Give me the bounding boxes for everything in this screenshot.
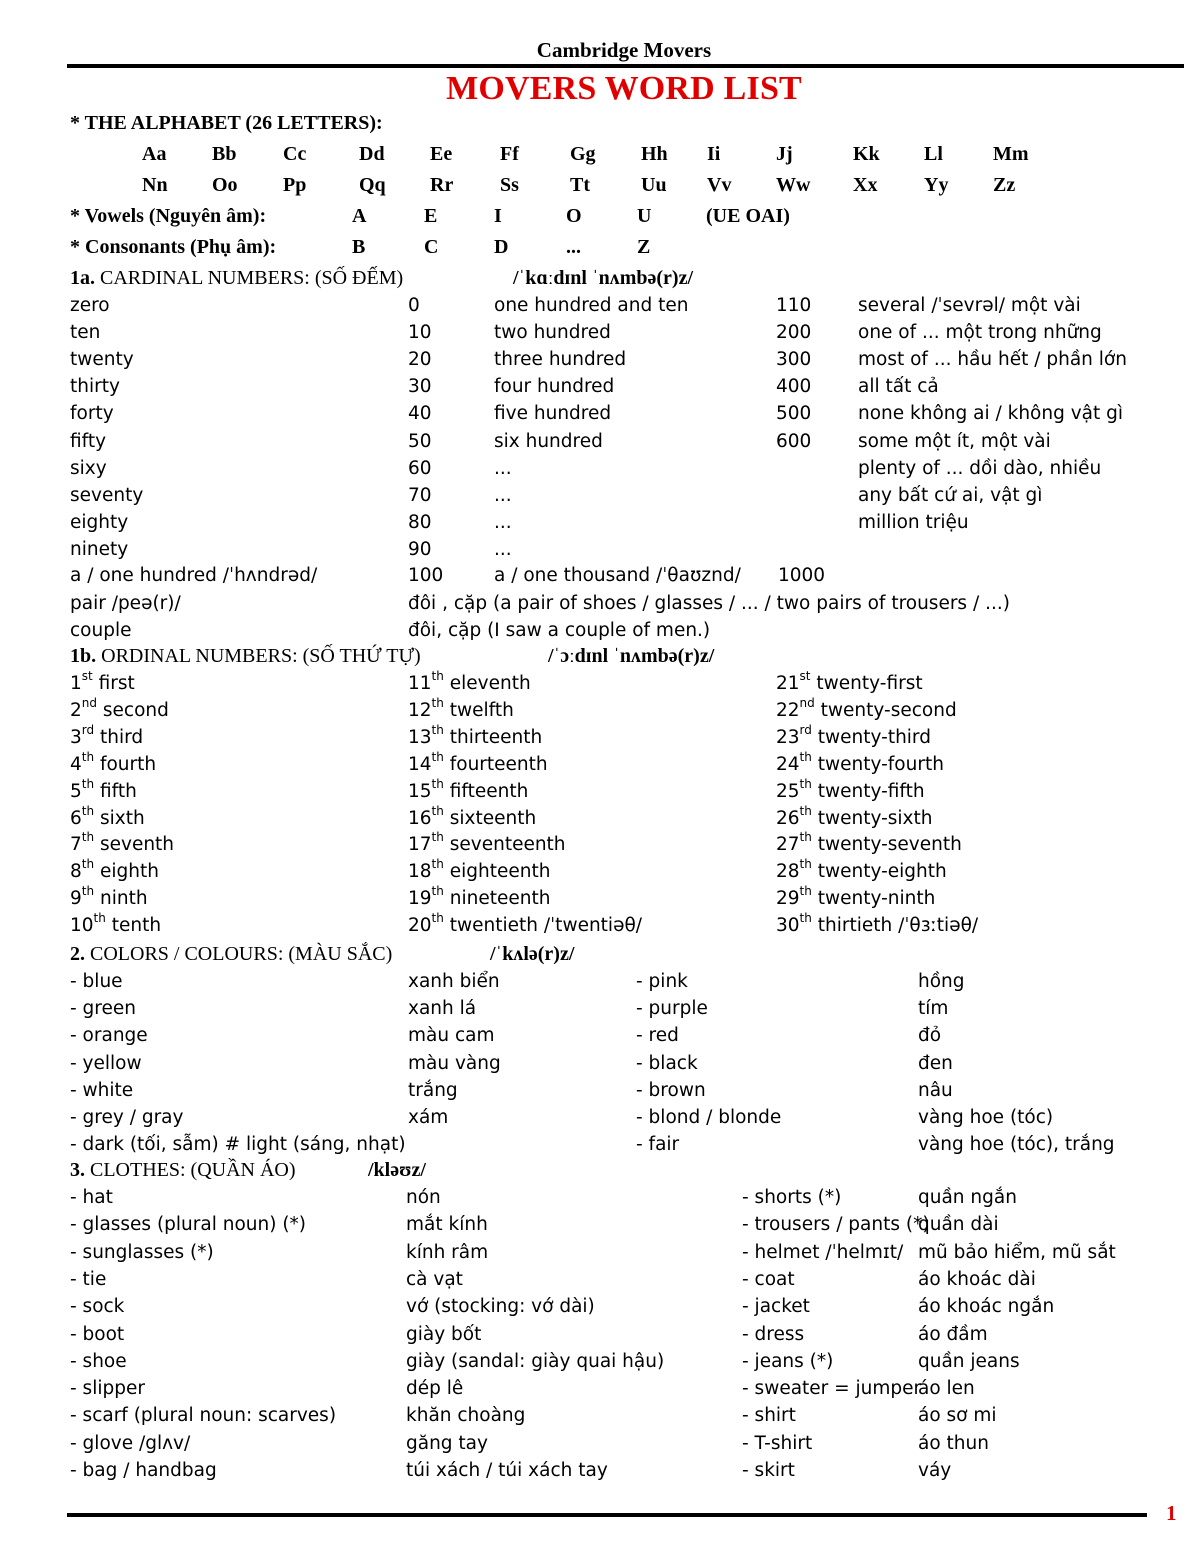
ordinal-item: 30th thirtieth /ˈθɜːtiəθ/ [776, 911, 979, 937]
ordinal-item: 1st first [70, 669, 135, 694]
vowel-letter: A [352, 205, 367, 227]
ordinal-suffix: th [799, 803, 812, 818]
clothes-meaning: kính râm [406, 1241, 489, 1263]
colors-heading [70, 941, 392, 968]
color-meaning: màu vàng [408, 1052, 501, 1074]
clothes-word: - glasses (plural noun) (*) [70, 1214, 307, 1236]
clothes-word: - boot [70, 1323, 125, 1345]
color-meaning: vàng hoe (tóc), trắng [918, 1134, 1115, 1156]
alphabet-letter: Zz [993, 174, 1016, 196]
cardinal-word: ... [494, 484, 512, 506]
cardinal-number: 1000 [778, 565, 826, 586]
ordinal-suffix: th [93, 911, 106, 926]
cardinal-number: 0 [408, 295, 420, 316]
cardinal-word: ten [70, 322, 101, 344]
clothes-meaning: dép lê [406, 1378, 464, 1400]
cardinal-number: 200 [776, 322, 812, 344]
cardinal-thousand: a / one thousand /ˈθaʊznd/ [494, 565, 741, 586]
alphabet-letter: Ww [776, 174, 811, 196]
ordinal-suffix: th [81, 776, 95, 791]
clothes-word: - trousers / pants (*) [742, 1214, 930, 1236]
ordinal-suffix: th [799, 857, 812, 872]
header-rule [67, 64, 1184, 68]
ordinal-item: 2nd second [70, 695, 169, 721]
alphabet-letter: Oo [212, 174, 238, 196]
ordinal-suffix: th [431, 803, 444, 818]
clothes-word: - shorts (*) [742, 1187, 842, 1208]
ordinal-item: 20th twentieth /ˈtwentiəθ/ [408, 911, 643, 937]
cardinal-word: twenty [70, 349, 134, 371]
cardinal-heading [70, 265, 403, 292]
alphabet-letter: Ff [500, 143, 519, 165]
ordinal-item: 19th nineteenth [408, 884, 551, 910]
quantifier: most of ... hầu hết / phần lớn [858, 349, 1127, 371]
vowels-label: * Vowels (Nguyên âm): [70, 205, 267, 227]
ordinal-item: 27th twenty-seventh [776, 830, 962, 856]
cardinal-number: 500 [776, 403, 812, 425]
clothes-word: - dress [742, 1323, 805, 1345]
ordinal-item: 21st twenty-first [776, 669, 923, 694]
quantifier: none không ai / không vật gì [858, 403, 1124, 425]
page-title: MOVERS WORD LIST [446, 70, 802, 107]
cardinal-number: 300 [776, 349, 812, 371]
ordinal-suffix: th [431, 911, 444, 926]
color-meaning: xám [408, 1107, 449, 1128]
cardinal-word: five hundred [494, 403, 612, 425]
ordinal-suffix: rd [799, 722, 812, 737]
cardinal-word: sixy [70, 457, 107, 479]
consonants-label: * Consonants (Phụ âm): [70, 236, 277, 258]
cardinal-hundred: a / one hundred /ˈhʌndrəd/ [70, 565, 318, 586]
ordinal-item: 14th fourteenth [408, 749, 548, 775]
section-number: 3. [70, 1159, 90, 1181]
ordinal-item: 3rd third [70, 722, 144, 748]
cardinal-number: 10 [408, 322, 432, 344]
alphabet-heading: * THE ALPHABET (26 LETTERS): [70, 112, 383, 134]
clothes-word: - skirt [742, 1460, 795, 1481]
alphabet-letter: Pp [283, 174, 307, 196]
ordinal-suffix: th [81, 830, 95, 845]
ordinal-item: 29th twenty-ninth [776, 884, 936, 910]
color-meaning: đỏ [918, 1025, 942, 1047]
section-number: 1a. [70, 267, 100, 289]
alphabet-letter: Ss [500, 174, 519, 196]
ordinal-suffix: rd [81, 722, 95, 737]
clothes-word: - hat [70, 1187, 113, 1208]
vowel-letter: E [424, 205, 438, 227]
ordinal-item: 6th sixth [70, 803, 145, 829]
clothes-meaning: mắt kính [406, 1214, 488, 1236]
clothes-word: - shirt [742, 1405, 796, 1427]
clothes-meaning: áo khoác ngắn [918, 1296, 1055, 1318]
ordinal-suffix: th [431, 857, 444, 872]
section-ipa: /kləʊz/ [368, 1159, 426, 1181]
section-ipa: /ˈkʌlə(r)z/ [490, 943, 575, 965]
ordinal-suffix: st [799, 669, 811, 683]
alphabet-letter: Ll [924, 143, 943, 165]
cardinal-number: 400 [776, 376, 812, 398]
ordinal-item: 10th tenth [70, 911, 162, 937]
cardinal-word: ... [494, 511, 512, 533]
ordinal-heading [70, 643, 421, 670]
alphabet-letter: Dd [359, 143, 385, 165]
color-word: - blue [70, 971, 123, 992]
alphabet-letter: Ii [707, 143, 721, 165]
clothes-word: - jeans (*) [742, 1350, 834, 1372]
ordinal-suffix: th [431, 669, 444, 683]
section-number: 2. [70, 943, 90, 965]
clothes-meaning: quần jeans [918, 1350, 1020, 1372]
cardinal-number: 90 [408, 538, 432, 560]
ordinal-suffix: th [431, 884, 444, 899]
alphabet-letter: Hh [641, 143, 668, 165]
ordinal-suffix: th [431, 830, 444, 845]
cardinal-word: forty [70, 403, 114, 425]
ordinal-item: 4th fourth [70, 749, 157, 775]
footer-rule [67, 1513, 1147, 1517]
ordinal-suffix: th [81, 857, 95, 872]
ordinal-suffix: st [81, 669, 93, 683]
ordinal-item: 25th twenty-fifth [776, 776, 925, 802]
ordinal-suffix: th [431, 695, 444, 710]
clothes-meaning: áo đầm [918, 1323, 988, 1345]
color-meaning: tím [918, 998, 949, 1020]
ordinal-suffix: th [431, 776, 444, 791]
alphabet-letter: Uu [641, 174, 667, 196]
color-meaning: màu cam [408, 1025, 495, 1047]
clothes-meaning: áo sơ mi [918, 1405, 997, 1427]
alphabet-letter: Tt [570, 174, 590, 196]
color-word: - white [70, 1079, 134, 1101]
page-header: Cambridge Movers [536, 38, 712, 62]
alphabet-letter: Xx [853, 174, 878, 196]
cardinal-word: two hundred [494, 322, 611, 344]
clothes-meaning: khăn choàng [406, 1405, 526, 1427]
color-word: - purple [636, 998, 708, 1020]
color-meaning: xanh lá [408, 998, 477, 1020]
alphabet-letter: Cc [283, 143, 307, 165]
color-word: - blond / blonde [636, 1107, 782, 1128]
clothes-word: - bag / handbag [70, 1460, 217, 1481]
quantifier: one of ... một trong những [858, 322, 1102, 344]
ordinal-item: 23rd twenty-third [776, 722, 931, 748]
cardinal-number: 60 [408, 457, 432, 479]
cardinal-number: 100 [408, 565, 444, 586]
clothes-heading [70, 1157, 296, 1184]
clothes-word: - coat [742, 1268, 795, 1290]
ordinal-item: 7th seventh [70, 830, 175, 856]
clothes-meaning: găng tay [406, 1432, 488, 1454]
cardinal-number: 20 [408, 349, 432, 371]
alphabet-letter: Mm [993, 143, 1029, 165]
alphabet-letter: Qq [359, 174, 386, 196]
ordinal-suffix: th [81, 749, 95, 764]
clothes-meaning: nón [406, 1187, 441, 1208]
color-meaning: trắng [408, 1079, 458, 1101]
alphabet-letter: Rr [430, 174, 454, 196]
color-meaning: hồng [918, 971, 965, 992]
alphabet-letter: Gg [570, 143, 596, 165]
color-meaning: xanh biển [408, 971, 500, 992]
ordinal-item: 15th fifteenth [408, 776, 529, 802]
consonant-letter: B [352, 236, 366, 258]
section-number: 1b. [70, 645, 102, 667]
ordinal-suffix: th [799, 830, 812, 845]
alphabet-letter: Jj [776, 143, 793, 165]
clothes-meaning: quần ngắn [918, 1187, 1017, 1208]
clothes-word: - sunglasses (*) [70, 1241, 214, 1263]
ordinal-item: 13th thirteenth [408, 722, 543, 748]
color-word: - brown [636, 1079, 706, 1101]
section-title: ORDINAL NUMBERS: (SỐ THỨ TỰ) [101, 645, 421, 667]
alphabet-letter: Ee [430, 143, 453, 165]
vowel-letter: I [494, 205, 502, 227]
alphabet-letter: Nn [142, 174, 168, 196]
ordinal-suffix: nd [81, 695, 98, 710]
vowel-letter: (UE OAI) [706, 205, 790, 227]
clothes-meaning: cà vạt [406, 1268, 463, 1290]
cardinal-word: ninety [70, 538, 129, 560]
ordinal-suffix: th [799, 776, 812, 791]
cardinal-word: thirty [70, 376, 120, 398]
clothes-meaning: áo khoác dài [918, 1268, 1036, 1290]
cardinal-number: 30 [408, 376, 432, 398]
ordinal-suffix: nd [799, 695, 815, 710]
clothes-meaning: vớ (stocking: vớ dài) [406, 1296, 595, 1318]
cardinal-number: 40 [408, 403, 432, 425]
section-title: CARDINAL NUMBERS: (SỐ ĐẾM) [100, 267, 404, 289]
section-ipa: /ˈkɑːdɪnl ˈnʌmbə(r)z/ [513, 267, 694, 289]
clothes-word: - slipper [70, 1378, 145, 1400]
color-word: - orange [70, 1025, 148, 1047]
quantifier: million triệu [858, 511, 969, 533]
clothes-meaning: váy [918, 1460, 952, 1481]
pair-word: pair /peə(r)/ [70, 593, 181, 614]
quantifier: plenty of ... dồi dào, nhiều [858, 457, 1102, 479]
cardinal-number: 70 [408, 484, 432, 506]
color-meaning: nâu [918, 1079, 953, 1101]
alphabet-letter: Aa [142, 143, 167, 165]
clothes-word: - T-shirt [742, 1432, 813, 1454]
color-word: - pink [636, 971, 688, 992]
ordinal-suffix: th [799, 749, 812, 764]
clothes-meaning: túi xách / túi xách tay [406, 1460, 608, 1481]
ordinal-item: 18th eighteenth [408, 857, 551, 883]
cardinal-word: seventy [70, 484, 144, 506]
ordinal-suffix: th [799, 911, 812, 926]
alphabet-letter: Vv [707, 174, 732, 196]
ordinal-suffix: th [81, 803, 95, 818]
consonant-letter: Z [637, 236, 651, 258]
page-number: 1 [1166, 1501, 1177, 1525]
cardinal-word: eighty [70, 511, 129, 533]
ordinal-item: 12th twelfth [408, 695, 514, 721]
quantifier: some một ít, một vài [858, 430, 1051, 452]
alphabet-letter: Yy [924, 174, 949, 196]
alphabet-letter: Bb [212, 143, 237, 165]
color-word: - yellow [70, 1052, 142, 1074]
cardinal-word: ... [494, 538, 512, 560]
ordinal-item: 17th seventeenth [408, 830, 566, 856]
cardinal-number: 50 [408, 430, 432, 452]
ordinal-item: 16th sixteenth [408, 803, 537, 829]
clothes-word: - sweater = jumper [742, 1378, 922, 1400]
clothes-word: - scarf (plural noun: scarves) [70, 1405, 337, 1427]
consonant-letter: C [424, 236, 439, 258]
quantifier: several /ˈsevrəl/ một vài [858, 295, 1081, 316]
clothes-meaning: áo thun [918, 1432, 989, 1454]
ordinal-item: 5th fifth [70, 776, 137, 802]
clothes-word: - glove /glʌv/ [70, 1432, 191, 1454]
ordinal-suffix: th [799, 884, 812, 899]
consonant-letter: D [494, 236, 509, 258]
ordinal-item: 8th eighth [70, 857, 159, 883]
vowel-letter: O [566, 205, 582, 227]
clothes-meaning: giày (sandal: giày quai hậu) [406, 1350, 665, 1372]
pair-meaning: đôi , cặp (a pair of shoes / glasses / ... / two pairs of trousers / ...) [408, 593, 1010, 614]
clothes-meaning: áo len [918, 1378, 975, 1400]
color-word: - fair [636, 1134, 680, 1156]
ordinal-suffix: th [431, 722, 444, 737]
cardinal-word: zero [70, 295, 110, 316]
quantifier: any bất cứ ai, vật gì [858, 484, 1043, 506]
color-word: - black [636, 1052, 698, 1074]
quantifier: all tất cả [858, 376, 939, 398]
ordinal-item: 26th twenty-sixth [776, 803, 933, 829]
clothes-meaning: giày bốt [406, 1323, 482, 1345]
section-title: CLOTHES: (QUẦN ÁO) [90, 1159, 296, 1181]
section-title: COLORS / COLOURS: (MÀU SẮC) [90, 943, 393, 965]
ordinal-item: 22nd twenty-second [776, 695, 957, 721]
cardinal-number: 80 [408, 511, 432, 533]
cardinal-number: 110 [776, 295, 812, 316]
cardinal-word: ... [494, 457, 512, 479]
clothes-word: - sock [70, 1296, 125, 1318]
color-word: - green [70, 998, 136, 1020]
clothes-meaning: mũ bảo hiểm, mũ sắt [918, 1241, 1116, 1263]
vowel-letter: U [637, 205, 652, 227]
cardinal-word: three hundred [494, 349, 627, 371]
consonant-letter: ... [566, 236, 581, 258]
clothes-word: - helmet /ˈhelmɪt/ [742, 1241, 904, 1263]
clothes-meaning: quần dài [918, 1214, 999, 1236]
clothes-word: - shoe [70, 1350, 127, 1372]
alphabet-letter: Kk [853, 143, 880, 165]
color-meaning: đen [918, 1052, 953, 1074]
color-meaning: vàng hoe (tóc) [918, 1107, 1054, 1128]
ordinal-suffix: th [431, 749, 444, 764]
color-word: - grey / gray [70, 1107, 184, 1128]
clothes-word: - jacket [742, 1296, 810, 1318]
cardinal-word: one hundred and ten [494, 295, 689, 316]
clothes-word: - tie [70, 1268, 107, 1290]
cardinal-word: four hundred [494, 376, 615, 398]
cardinal-number: 600 [776, 430, 812, 452]
ordinal-item: 28th twenty-eighth [776, 857, 947, 883]
cardinal-word: fifty [70, 430, 107, 452]
ordinal-item: 24th twenty-fourth [776, 749, 944, 775]
ordinal-item: 11th eleventh [408, 669, 531, 694]
ordinal-suffix: th [81, 884, 95, 899]
section-ipa: /ˈɔːdɪnl ˈnʌmbə(r)z/ [548, 645, 715, 667]
cardinal-word: six hundred [494, 430, 603, 452]
couple-word: couple [70, 620, 132, 641]
color-word: - red [636, 1025, 679, 1047]
color-word: - dark (tối, sẫm) # light (sáng, nhạt) [70, 1134, 406, 1156]
ordinal-item: 9th ninth [70, 884, 148, 910]
couple-meaning: đôi, cặp (I saw a couple of men.) [408, 620, 711, 641]
